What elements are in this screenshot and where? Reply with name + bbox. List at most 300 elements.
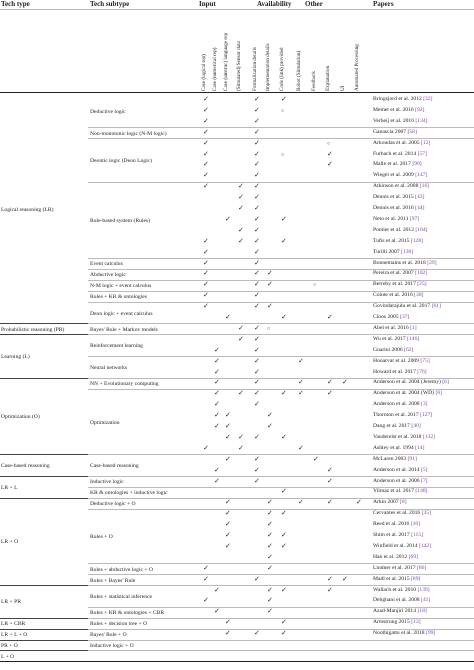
paper-reference-link[interactable]: [25] bbox=[417, 281, 427, 288]
row-divider bbox=[88, 389, 474, 390]
paper-reference-link[interactable]: [139] bbox=[417, 586, 430, 593]
paper-reference-link[interactable]: [35] bbox=[421, 510, 431, 517]
row-divider bbox=[0, 9, 474, 10]
column-header: Robot (Simulation) bbox=[296, 50, 302, 91]
paper-title: Verheij et al. 2016 bbox=[373, 117, 416, 124]
paper-title: Govindarajulu et al. 2017 bbox=[373, 303, 432, 310]
paper-citation[interactable] bbox=[373, 216, 419, 223]
paper-title: Thornton et al. 2017 bbox=[373, 412, 421, 419]
paper-citation[interactable] bbox=[373, 412, 432, 419]
row-divider bbox=[88, 302, 474, 303]
paper-reference-link[interactable]: [6] bbox=[442, 379, 449, 386]
paper-title: Arkin 2007 bbox=[373, 499, 401, 506]
check-mark-icon: ✓ bbox=[214, 345, 220, 354]
paper-reference-link[interactable]: [37] bbox=[400, 314, 410, 320]
paper-reference-link[interactable]: [38] bbox=[414, 292, 424, 299]
tech-subtype-label: Rules + KR & ontologies + CBR bbox=[90, 610, 165, 617]
tech-type-label: LR + L + O bbox=[1, 632, 28, 639]
paper-reference-link[interactable]: [75] bbox=[420, 357, 430, 364]
tech-subtype-label: N-M logic + event calculus bbox=[90, 283, 152, 290]
paper-reference-link[interactable]: [16] bbox=[419, 183, 430, 190]
check-mark-icon: ✓ bbox=[254, 269, 260, 278]
tech-subtype-label: Deon logic + event calculus bbox=[90, 310, 153, 317]
paper-citation[interactable] bbox=[373, 347, 413, 354]
check-mark-icon: ✓ bbox=[254, 378, 260, 387]
row-divider bbox=[88, 454, 474, 455]
paper-reference-link[interactable]: [62] bbox=[404, 346, 414, 353]
paper-citation[interactable] bbox=[373, 107, 424, 114]
check-mark-icon: ✓ bbox=[327, 149, 333, 158]
paper-citation[interactable] bbox=[373, 227, 428, 234]
tech-type-label: LR + O bbox=[1, 539, 19, 546]
check-mark-icon: ✓ bbox=[313, 454, 319, 463]
check-mark-icon: ✓ bbox=[356, 498, 362, 507]
paper-reference-link[interactable]: [3] bbox=[421, 401, 428, 408]
paper-reference-link[interactable]: [61] bbox=[431, 303, 441, 310]
paper-title: Bringsjord et al. 2012 bbox=[373, 96, 424, 102]
circle-mark-icon: ○ bbox=[281, 108, 285, 114]
paper-citation[interactable] bbox=[373, 478, 428, 485]
row-divider bbox=[88, 258, 474, 259]
row-divider bbox=[88, 498, 474, 499]
row-divider bbox=[0, 661, 474, 662]
paper-citation[interactable] bbox=[373, 336, 419, 343]
paper-citation[interactable] bbox=[373, 488, 428, 495]
check-mark-icon: ✓ bbox=[225, 509, 231, 518]
paper-reference-link[interactable]: [6] bbox=[435, 390, 442, 397]
check-mark-icon: ✓ bbox=[254, 574, 260, 583]
paper-reference-link[interactable]: [43] bbox=[415, 194, 425, 201]
paper-citation[interactable] bbox=[373, 587, 430, 594]
paper-title: Wiegel et al. 2009 bbox=[373, 172, 416, 179]
tech-subtype-label: Rule-based system (Rules) bbox=[90, 217, 150, 224]
paper-citation[interactable] bbox=[373, 379, 449, 386]
check-mark-icon: ✓ bbox=[281, 487, 287, 496]
paper-citation[interactable] bbox=[373, 151, 427, 158]
check-mark-icon: ✓ bbox=[203, 149, 209, 158]
paper-citation[interactable] bbox=[373, 619, 421, 626]
check-mark-icon: ✓ bbox=[267, 498, 273, 507]
header-tech-type: Tech type bbox=[1, 0, 30, 8]
paper-citation[interactable] bbox=[373, 369, 427, 376]
check-mark-icon: ✓ bbox=[214, 607, 220, 616]
tech-type-label: LR + L bbox=[1, 484, 18, 491]
paper-title: Anderson et al. 2006 bbox=[373, 477, 422, 484]
check-mark-icon: ✓ bbox=[238, 432, 244, 441]
paper-title: Pereira et al. 2007 bbox=[373, 270, 416, 277]
check-mark-icon: ✓ bbox=[225, 432, 231, 441]
check-mark-icon: ✓ bbox=[254, 356, 260, 365]
paper-citation[interactable] bbox=[373, 118, 428, 125]
paper-reference-link[interactable]: [41] bbox=[421, 597, 431, 604]
check-mark-icon: ✓ bbox=[327, 389, 333, 398]
check-mark-icon: ✓ bbox=[267, 607, 273, 616]
paper-title: Reed et al. 2016 bbox=[373, 521, 411, 528]
check-mark-icon: ✓ bbox=[267, 302, 273, 311]
paper-citation[interactable] bbox=[373, 325, 417, 332]
check-mark-icon: ✓ bbox=[267, 509, 273, 518]
paper-citation[interactable] bbox=[373, 543, 431, 550]
tech-subtype-label: Reinforcement learning bbox=[90, 343, 143, 350]
tech-subtype-label: Rules + decision tree + O bbox=[90, 621, 148, 628]
paper-title: Anderson et al. 2008 bbox=[373, 401, 422, 408]
check-mark-icon: ✓ bbox=[281, 531, 287, 539]
circle-mark-icon: ○ bbox=[313, 283, 317, 289]
check-mark-icon: ✓ bbox=[267, 422, 273, 430]
paper-citation[interactable] bbox=[373, 358, 430, 365]
paper-citation[interactable] bbox=[373, 96, 433, 103]
check-mark-icon: ✓ bbox=[281, 509, 287, 518]
paper-reference-link[interactable]: [13] bbox=[411, 619, 421, 626]
check-mark-icon: ✓ bbox=[254, 280, 260, 289]
column-header: Implementation details bbox=[265, 43, 271, 91]
paper-citation[interactable] bbox=[373, 532, 423, 539]
check-mark-icon: ✓ bbox=[238, 443, 244, 452]
paper-reference-link[interactable]: [99] bbox=[425, 630, 436, 637]
paper-reference-link[interactable]: [104] bbox=[415, 226, 428, 233]
paper-title: Noothigattu et al. 2018 bbox=[373, 630, 426, 637]
header-availability: Availability bbox=[257, 0, 292, 8]
paper-reference-link[interactable]: [89] bbox=[411, 575, 421, 582]
row-divider bbox=[88, 356, 474, 357]
paper-reference-link[interactable]: [148] bbox=[415, 488, 428, 495]
row-divider bbox=[88, 280, 474, 281]
check-mark-icon: ✓ bbox=[203, 105, 209, 114]
check-mark-icon: ✓ bbox=[327, 465, 333, 474]
check-mark-icon: ✓ bbox=[254, 345, 260, 354]
paper-reference-link[interactable]: [92] bbox=[415, 106, 425, 113]
check-mark-icon: ✓ bbox=[254, 432, 260, 441]
row-divider bbox=[88, 563, 474, 564]
paper-citation[interactable] bbox=[373, 205, 424, 212]
check-mark-icon: ✓ bbox=[203, 563, 209, 572]
paper-reference-link[interactable]: [69] bbox=[408, 553, 418, 560]
row-divider bbox=[88, 269, 474, 270]
paper-reference-link[interactable]: [32] bbox=[423, 96, 433, 102]
paper-citation[interactable] bbox=[373, 140, 430, 147]
check-mark-icon: ✓ bbox=[254, 323, 260, 332]
tech-type-label: Logical reasoning (LR) bbox=[1, 206, 54, 213]
paper-reference-link[interactable]: [58] bbox=[407, 128, 417, 135]
check-mark-icon: ✓ bbox=[203, 291, 209, 300]
check-mark-icon: ✓ bbox=[254, 138, 260, 147]
check-mark-icon: ✓ bbox=[267, 269, 273, 278]
paper-reference-link[interactable]: [57] bbox=[417, 150, 427, 157]
paper-citation[interactable] bbox=[373, 238, 423, 245]
check-mark-icon: ✓ bbox=[203, 258, 209, 267]
paper-reference-link[interactable]: [132] bbox=[422, 433, 435, 440]
tech-subtype-label: Bayes' Rule + Markov models bbox=[90, 326, 158, 333]
paper-citation[interactable] bbox=[373, 314, 409, 321]
check-mark-icon: ✓ bbox=[203, 160, 209, 169]
check-mark-icon: ✓ bbox=[254, 454, 260, 463]
paper-title: Anderson et al. 2004 (WD) bbox=[373, 390, 436, 397]
tech-subtype-label: Optimization bbox=[90, 419, 120, 426]
check-mark-icon: ✓ bbox=[267, 541, 273, 550]
check-mark-icon: ✓ bbox=[225, 541, 231, 550]
paper-citation[interactable] bbox=[373, 390, 442, 397]
check-mark-icon: ✓ bbox=[225, 618, 231, 627]
row-divider bbox=[88, 509, 474, 510]
paper-title: Malle et al. 2017 bbox=[373, 161, 413, 168]
paper-citation[interactable] bbox=[373, 172, 427, 179]
paper-reference-link[interactable]: [90] bbox=[412, 161, 422, 168]
tech-subtype-label: Bayes' Rule + O bbox=[90, 632, 127, 639]
check-mark-icon: ✓ bbox=[327, 476, 333, 485]
tech-subtype-label: Neural networks bbox=[90, 365, 128, 371]
paper-reference-link[interactable]: [76] bbox=[417, 368, 427, 375]
paper-title: Winfield et al. 2014 bbox=[373, 542, 419, 549]
paper-reference-link[interactable]: [146] bbox=[407, 335, 420, 342]
paper-reference-link[interactable]: [12] bbox=[421, 139, 431, 146]
paper-citation[interactable] bbox=[373, 597, 430, 604]
check-mark-icon: ✓ bbox=[267, 520, 273, 529]
tech-type-label: LR + CBR bbox=[1, 621, 26, 628]
paper-title: Shim et al. 2017 bbox=[373, 532, 412, 538]
paper-title: Howard et al. 2017 bbox=[373, 368, 418, 375]
check-mark-icon: ✓ bbox=[254, 302, 260, 311]
paper-title: Memet et al. 2016 bbox=[373, 106, 416, 113]
paper-citation[interactable] bbox=[373, 183, 429, 190]
check-mark-icon: ✓ bbox=[238, 389, 244, 398]
circle-mark-icon: ○ bbox=[281, 152, 285, 158]
paper-title: Furbach et al. 2014 bbox=[373, 150, 418, 157]
paper-citation[interactable] bbox=[373, 576, 420, 583]
check-mark-icon: ✓ bbox=[203, 574, 209, 583]
row-divider bbox=[0, 92, 474, 93]
tech-subtype-label: Event calculus bbox=[90, 261, 123, 268]
row-divider bbox=[88, 476, 474, 477]
paper-reference-link[interactable]: [102] bbox=[415, 270, 428, 277]
check-mark-icon: ✓ bbox=[254, 225, 260, 234]
check-mark-icon: ✓ bbox=[254, 204, 260, 212]
check-mark-icon: ✓ bbox=[298, 356, 304, 365]
row-divider bbox=[88, 650, 474, 651]
paper-citation[interactable] bbox=[373, 194, 424, 201]
check-mark-icon: ✓ bbox=[281, 389, 287, 398]
paper-reference-link[interactable]: [44] bbox=[415, 205, 425, 211]
paper-reference-link[interactable]: [134] bbox=[415, 117, 428, 124]
paper-reference-link[interactable]: [147] bbox=[415, 172, 428, 179]
paper-citation[interactable] bbox=[373, 608, 427, 615]
paper-citation[interactable] bbox=[373, 161, 422, 168]
check-mark-icon: ✓ bbox=[203, 171, 209, 180]
check-mark-icon: ✓ bbox=[342, 378, 348, 387]
paper-title: Cervantes et al. 2016 bbox=[373, 510, 422, 517]
column-header: Case (logical rep) bbox=[201, 54, 207, 91]
tech-subtype-label: Inductive logic + O bbox=[90, 642, 134, 649]
tech-subtype-label: NN + Evolutionary computing bbox=[90, 381, 159, 388]
paper-title: Ashley et al. 1994 bbox=[373, 444, 416, 451]
check-mark-icon: ✓ bbox=[254, 465, 260, 474]
check-mark-icon: ✓ bbox=[225, 531, 231, 539]
check-mark-icon: ✓ bbox=[203, 302, 209, 311]
paper-citation[interactable] bbox=[373, 249, 413, 256]
paper-citation[interactable] bbox=[373, 292, 424, 299]
check-mark-icon: ✓ bbox=[203, 182, 209, 191]
paper-citation[interactable] bbox=[373, 510, 431, 517]
check-mark-icon: ✓ bbox=[254, 258, 260, 267]
check-mark-icon: ✓ bbox=[327, 585, 333, 594]
row-divider bbox=[88, 585, 474, 586]
paper-title: Dang et al. 2017 bbox=[373, 423, 412, 429]
check-mark-icon: ✓ bbox=[254, 95, 260, 103]
paper-reference-link[interactable]: [128] bbox=[410, 237, 423, 244]
check-mark-icon: ✓ bbox=[225, 520, 231, 529]
tech-subtype-label: Case-based reasoning bbox=[90, 463, 139, 470]
paper-reference-link[interactable]: [97] bbox=[409, 215, 420, 222]
paper-reference-link[interactable]: [130] bbox=[401, 248, 414, 255]
paper-title: Wu et al. 2017 bbox=[373, 335, 408, 342]
paper-title: Vanderelst et al. 2018 bbox=[373, 433, 423, 440]
paper-citation[interactable] bbox=[373, 303, 441, 310]
tech-subtype-label: Rules + O bbox=[90, 533, 113, 540]
paper-title: Abel et al. 2016 bbox=[373, 324, 411, 331]
check-mark-icon: ✓ bbox=[281, 541, 287, 550]
check-mark-icon: ✓ bbox=[225, 214, 231, 223]
check-mark-icon: ✓ bbox=[254, 334, 260, 343]
check-mark-icon: ✓ bbox=[203, 247, 209, 256]
paper-citation[interactable] bbox=[373, 521, 420, 528]
tech-subtype-label: Rules + statistical inference bbox=[90, 593, 153, 600]
paper-reference-link[interactable]: [10] bbox=[410, 521, 421, 528]
paper-reference-link[interactable]: [86] bbox=[416, 564, 427, 571]
check-mark-icon: ✓ bbox=[254, 367, 260, 376]
tech-type-label: PR + O bbox=[1, 642, 18, 649]
check-mark-icon: ✓ bbox=[203, 596, 209, 605]
check-mark-icon: ✓ bbox=[214, 411, 220, 420]
column-header: Case (unstruc) language rep bbox=[223, 32, 229, 91]
check-mark-icon: ✓ bbox=[214, 585, 220, 594]
row-divider bbox=[88, 629, 474, 630]
check-mark-icon: ✓ bbox=[254, 629, 260, 638]
row-divider bbox=[88, 138, 474, 139]
paper-reference-link[interactable]: [142] bbox=[418, 542, 432, 549]
paper-citation[interactable] bbox=[373, 499, 407, 506]
row-divider bbox=[88, 607, 474, 608]
row-divider bbox=[88, 291, 474, 292]
check-mark-icon: ✓ bbox=[225, 629, 231, 638]
check-mark-icon: ✓ bbox=[281, 236, 287, 245]
check-mark-icon: ✓ bbox=[203, 443, 209, 452]
paper-title: Anderson et al. 2014 bbox=[373, 466, 422, 473]
paper-title: Arkoudas et al. 2005 bbox=[373, 139, 422, 146]
column-header: Automated Processing bbox=[354, 44, 360, 91]
check-mark-icon: ✓ bbox=[238, 323, 244, 332]
paper-title: Berreby et al. 2017 bbox=[373, 281, 418, 288]
check-mark-icon: ✓ bbox=[281, 618, 287, 627]
paper-reference-link[interactable]: [91] bbox=[407, 455, 417, 462]
paper-title: Dennis et al. 2016 bbox=[373, 205, 416, 211]
paper-reference-link[interactable]: [29] bbox=[427, 259, 437, 266]
paper-reference-link[interactable]: [8] bbox=[400, 499, 407, 506]
check-mark-icon: ✓ bbox=[254, 236, 260, 245]
paper-title: Wallach et al. 2010 bbox=[373, 586, 418, 593]
paper-citation[interactable] bbox=[373, 565, 426, 572]
check-mark-icon: ✓ bbox=[254, 127, 260, 136]
check-mark-icon: ✓ bbox=[254, 247, 260, 256]
paper-reference-link[interactable]: [1] bbox=[410, 324, 417, 331]
tech-subtype-label: KR & ontologies + inductive logic bbox=[90, 490, 168, 497]
tech-subtype-label: Deontic logic (Deon Logic) bbox=[90, 157, 152, 164]
check-mark-icon: ✓ bbox=[267, 280, 273, 289]
check-mark-icon: ✓ bbox=[254, 476, 260, 485]
check-mark-icon: ✓ bbox=[238, 193, 244, 202]
tech-subtype-label: Inductive logic bbox=[90, 479, 124, 486]
circle-mark-icon: ○ bbox=[327, 141, 331, 147]
paper-reference-link[interactable]: [7] bbox=[421, 477, 428, 484]
check-mark-icon: ✓ bbox=[267, 585, 273, 594]
paper-citation[interactable] bbox=[373, 423, 421, 430]
row-divider bbox=[88, 127, 474, 128]
check-mark-icon: ✓ bbox=[203, 280, 209, 289]
paper-title: Dehghani et al. 2008 bbox=[373, 597, 422, 604]
paper-reference-link[interactable]: [5] bbox=[421, 466, 428, 473]
check-mark-icon: ✓ bbox=[254, 182, 260, 191]
paper-title: Guarini 2006 bbox=[373, 346, 405, 353]
check-mark-icon: ✓ bbox=[225, 454, 231, 463]
paper-title: Armstrong 2015 bbox=[373, 619, 412, 626]
paper-title: Azad-Manjiri 2014 bbox=[373, 608, 418, 615]
check-mark-icon: ✓ bbox=[238, 334, 244, 343]
row-divider bbox=[88, 487, 474, 488]
header-papers: Papers bbox=[373, 0, 394, 8]
paper-reference-link[interactable]: [40] bbox=[411, 423, 421, 429]
paper-citation[interactable] bbox=[373, 467, 428, 474]
check-mark-icon: ✓ bbox=[342, 574, 348, 583]
check-mark-icon: ✓ bbox=[203, 138, 209, 147]
check-mark-icon: ✓ bbox=[254, 160, 260, 169]
row-divider bbox=[88, 323, 474, 324]
check-mark-icon: ✓ bbox=[214, 389, 220, 398]
check-mark-icon: ✓ bbox=[254, 193, 260, 202]
paper-title: Cointe et al. 2016 bbox=[373, 292, 415, 299]
paper-citation[interactable] bbox=[373, 129, 417, 136]
check-mark-icon: ✓ bbox=[327, 313, 333, 321]
header-other: Other bbox=[305, 0, 323, 8]
check-mark-icon: ✓ bbox=[327, 160, 333, 169]
paper-citation[interactable] bbox=[373, 401, 428, 408]
paper-reference-link[interactable]: [127] bbox=[420, 412, 433, 419]
check-mark-icon: ✓ bbox=[327, 574, 333, 583]
paper-reference-link[interactable]: [115] bbox=[411, 532, 423, 538]
paper-reference-link[interactable]: [14] bbox=[415, 444, 425, 451]
paper-citation[interactable] bbox=[373, 554, 418, 561]
paper-citation[interactable] bbox=[373, 630, 435, 637]
paper-reference-link[interactable]: [18] bbox=[417, 608, 427, 615]
paper-citation[interactable] bbox=[373, 445, 424, 452]
check-mark-icon: ✓ bbox=[327, 498, 333, 507]
paper-citation[interactable] bbox=[373, 260, 437, 267]
tech-subtype-label: Rules + Bayes' Rule bbox=[90, 577, 136, 584]
paper-title: Dennis et al. 2015 bbox=[373, 194, 416, 201]
check-mark-icon: ✓ bbox=[281, 313, 287, 321]
paper-citation[interactable] bbox=[373, 281, 427, 288]
tech-subtype-label: Non-monotonic logic (N-M logic) bbox=[90, 130, 167, 137]
paper-citation[interactable] bbox=[373, 434, 435, 441]
check-mark-icon: ✓ bbox=[214, 356, 220, 365]
paper-title: Ganascia 2007 bbox=[373, 128, 408, 135]
paper-title: Lindner et al. 2017 bbox=[373, 564, 417, 571]
check-mark-icon: ✓ bbox=[267, 531, 273, 539]
check-mark-icon: ✓ bbox=[298, 498, 304, 507]
paper-citation[interactable] bbox=[373, 270, 427, 277]
row-divider bbox=[88, 640, 474, 641]
check-mark-icon: ✓ bbox=[267, 563, 273, 572]
check-mark-icon: ✓ bbox=[327, 378, 333, 387]
tech-subtype-label: Deductive logic bbox=[90, 108, 126, 115]
paper-citation[interactable] bbox=[373, 456, 417, 463]
